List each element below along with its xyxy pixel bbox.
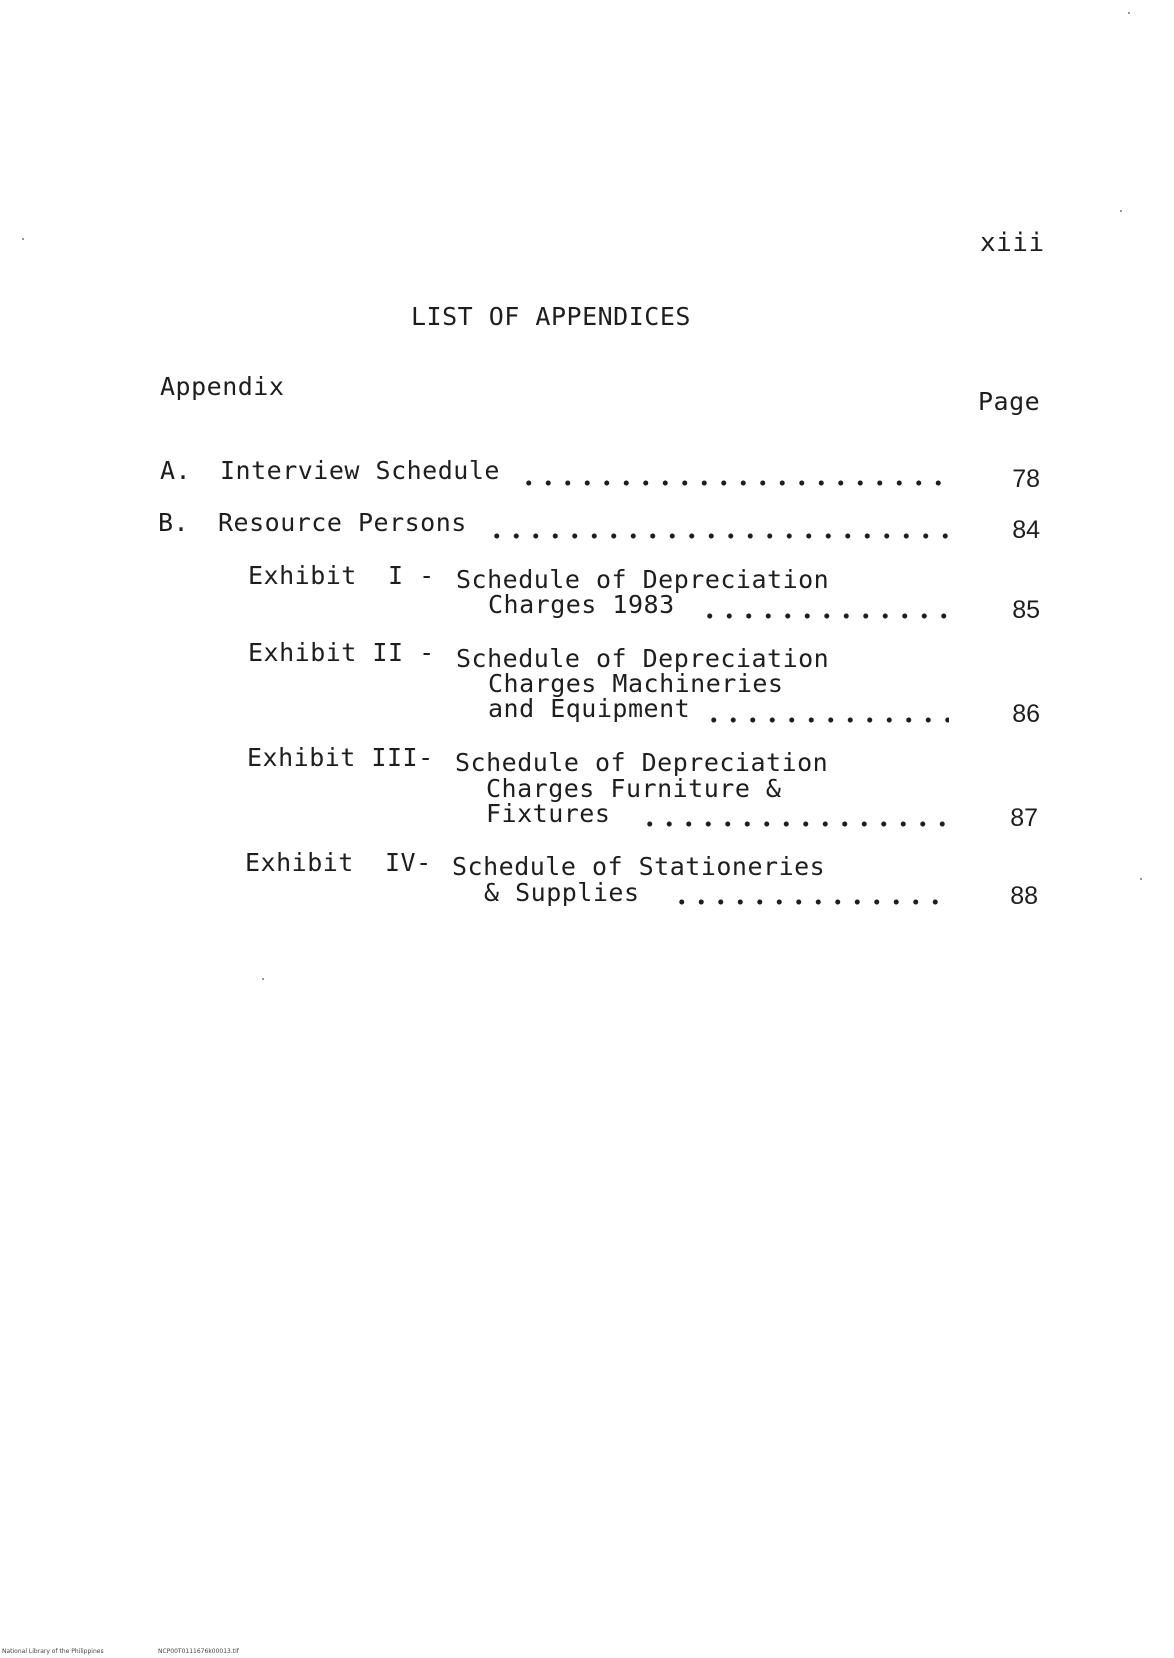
entry-page: 85 [1012, 596, 1040, 624]
scan-speck [1128, 12, 1130, 14]
entry-title-line: and Equipment [488, 694, 691, 723]
entry-title: Resource Persons [218, 508, 467, 537]
entry-title-line: Schedule of Depreciation [456, 644, 830, 673]
entry-page: 78 [1012, 465, 1040, 493]
dot-leader [487, 532, 949, 540]
dot-leader [519, 479, 949, 487]
entry-title-line: Schedule of Depreciation [456, 565, 830, 594]
entry-title-line: & Supplies [484, 878, 640, 907]
entry-title-line: Schedule of Depreciation [455, 748, 829, 777]
entry-title-line: Charges Machineries [488, 669, 784, 698]
page-column-header: Page [978, 387, 1041, 416]
appendix-column-header: Appendix [160, 372, 285, 401]
entry-label: B. [158, 508, 190, 537]
page-title: LIST OF APPENDICES [411, 302, 691, 331]
entry-page: 86 [1012, 700, 1040, 728]
entry-title-line: Charges Furniture & [486, 774, 782, 803]
exhibit-label: Exhibit I - [248, 561, 435, 590]
footer-library: National Library of the Philippines [2, 1648, 104, 1655]
exhibit-label: Exhibit II - [248, 638, 435, 667]
page-number: xiii [980, 228, 1045, 258]
scan-speck [1140, 878, 1142, 880]
dot-leader [640, 820, 949, 828]
entry-title-line: Schedule of Stationeries [452, 852, 826, 881]
exhibit-label: Exhibit IV- [245, 848, 432, 877]
entry-title-line: Fixtures [486, 799, 611, 828]
scan-speck [262, 978, 264, 980]
entry-label: A. [160, 456, 192, 485]
dot-leader [700, 612, 949, 620]
footer-filename: NCP00T0111676k00013.tif [158, 1648, 239, 1655]
dot-leader [704, 716, 949, 724]
exhibit-label: Exhibit III- [247, 743, 434, 772]
entry-page: 84 [1012, 516, 1040, 544]
entry-title-line: Charges 1983 [488, 590, 675, 619]
dot-leader [672, 898, 949, 906]
entry-page: 87 [1010, 804, 1038, 832]
scan-speck [1120, 210, 1122, 212]
scan-speck [22, 238, 24, 240]
entry-title: Interview Schedule [220, 456, 500, 485]
entry-page: 88 [1010, 882, 1038, 910]
